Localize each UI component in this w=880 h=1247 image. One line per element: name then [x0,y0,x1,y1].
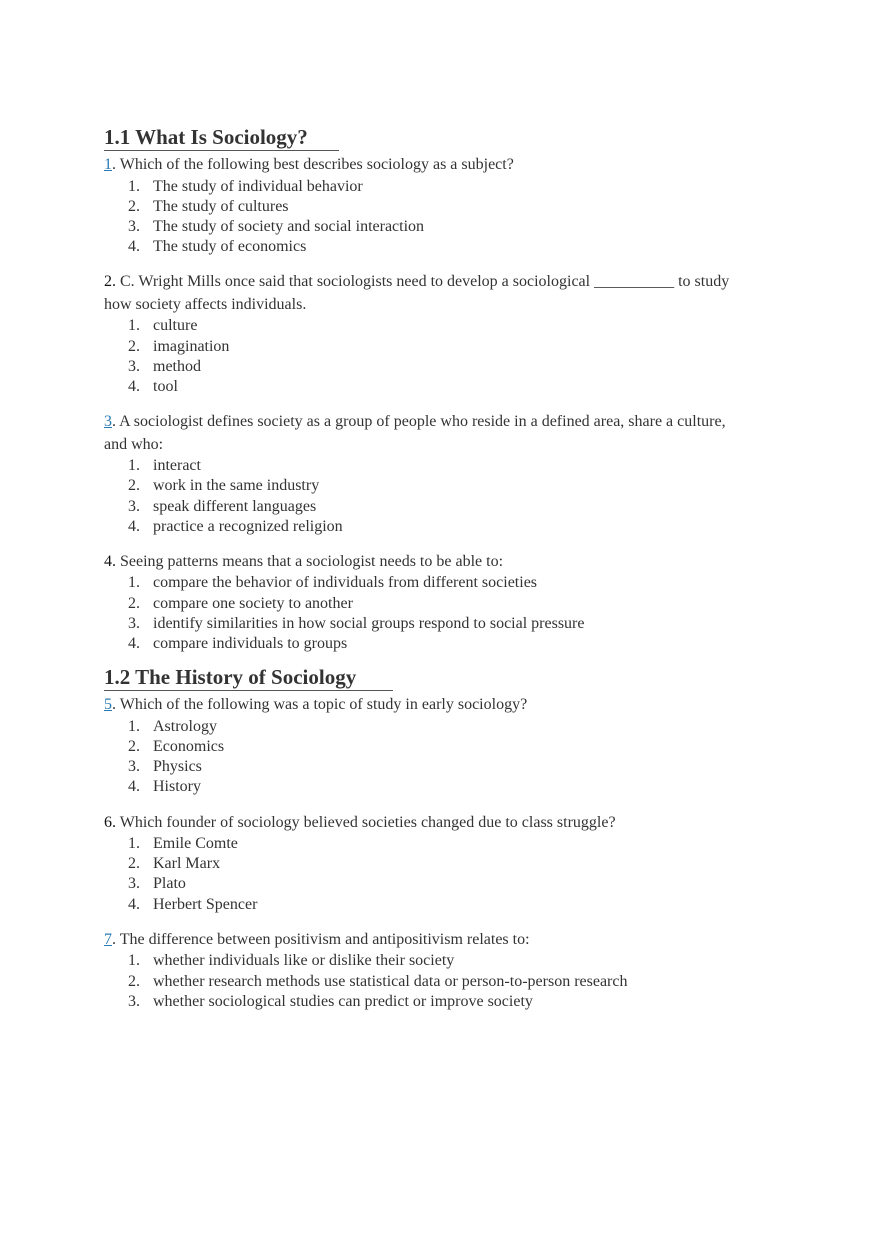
option: 4. Herbert Spencer [128,895,258,913]
option: 3. speak different languages [128,497,317,515]
option: 1. whether individuals like or dislike their society [128,952,455,970]
question-number: 6. [104,813,116,831]
question-text [104,551,744,574]
option: 1. interact [128,457,201,475]
question-text [104,812,744,835]
answer-options [104,573,744,654]
question-number-link[interactable]: 7 [104,930,112,948]
option: 3. Physics [128,758,202,776]
question-number-link[interactable]: 3 [104,413,112,431]
question-number-link[interactable]: 1 [104,156,112,173]
option: 1. compare the behavior of individuals from different societies [128,574,538,592]
question-text [104,929,744,952]
question-stem: . The difference between positivism and antipositivism relates to: [112,930,530,948]
question-stem: C. Wright Mills once said that sociologists need to develop a sociological __________ to study how society affects individuals. [104,273,730,313]
section-heading: 1.1 What Is Sociology? [104,124,339,151]
question-3 [104,411,744,537]
answer-options [104,456,744,537]
option: 1. Emile Comte [128,835,238,853]
option: 4. The study of economics [128,238,307,256]
option: 4. tool [128,377,178,395]
question-6 [104,812,744,915]
question-5 [104,694,744,797]
option: 2. imagination [128,337,230,355]
option: 2. work in the same industry [128,477,320,495]
option: 1. culture [128,317,198,335]
section-2 [104,664,744,1012]
option: 2. whether research methods use statistical data or person-to-person research [128,972,628,990]
option: 2. Economics [128,737,225,755]
question-text [104,411,744,456]
answer-options [104,951,744,1012]
question-stem: . Which of the following was a topic of study in early sociology? [112,696,528,714]
section-heading: 1.2 The History of Sociology [104,664,393,691]
option: 4. History [128,778,201,796]
question-text [104,694,744,717]
question-4 [104,551,744,654]
question-2 [104,271,744,397]
option: 3. identify similarities in how social groups respond to social pressure [128,614,585,632]
option: 2. The study of cultures [128,197,289,215]
question-text [104,271,744,316]
answer-options [104,717,744,798]
question-number: 4. [104,552,116,570]
question-stem: Seeing patterns means that a sociologist needs to be able to: [116,552,504,570]
question-stem: Which founder of sociology believed societies changed due to class struggle? [116,813,616,831]
question-number-link[interactable]: 5 [104,696,112,714]
question-1 [104,154,744,257]
option: 1. The study of individual behavior [128,177,363,195]
answer-options [104,316,744,397]
answer-options [104,177,744,258]
option: 3. The study of society and social interaction [128,217,425,235]
option: 4. compare individuals to groups [128,635,348,653]
option: 4. practice a recognized religion [128,517,343,535]
quiz-content [104,124,744,1012]
option: 1. Astrology [128,717,217,735]
question-stem: . A sociologist defines society as a group of people who reside in a defined area, share a culture, and who: [104,413,726,453]
question-number: 2. [104,273,116,291]
option: 2. Karl Marx [128,855,221,873]
option: 2. compare one society to another [128,594,353,612]
option: 3. method [128,357,201,375]
question-7 [104,929,744,1012]
section-1 [104,124,744,654]
option: 3. Plato [128,875,186,893]
question-text [104,154,744,177]
question-stem: . Which of the following best describes sociology as a subject? [112,156,514,173]
option: 3. whether sociological studies can predict or improve society [128,992,533,1010]
answer-options [104,834,744,915]
